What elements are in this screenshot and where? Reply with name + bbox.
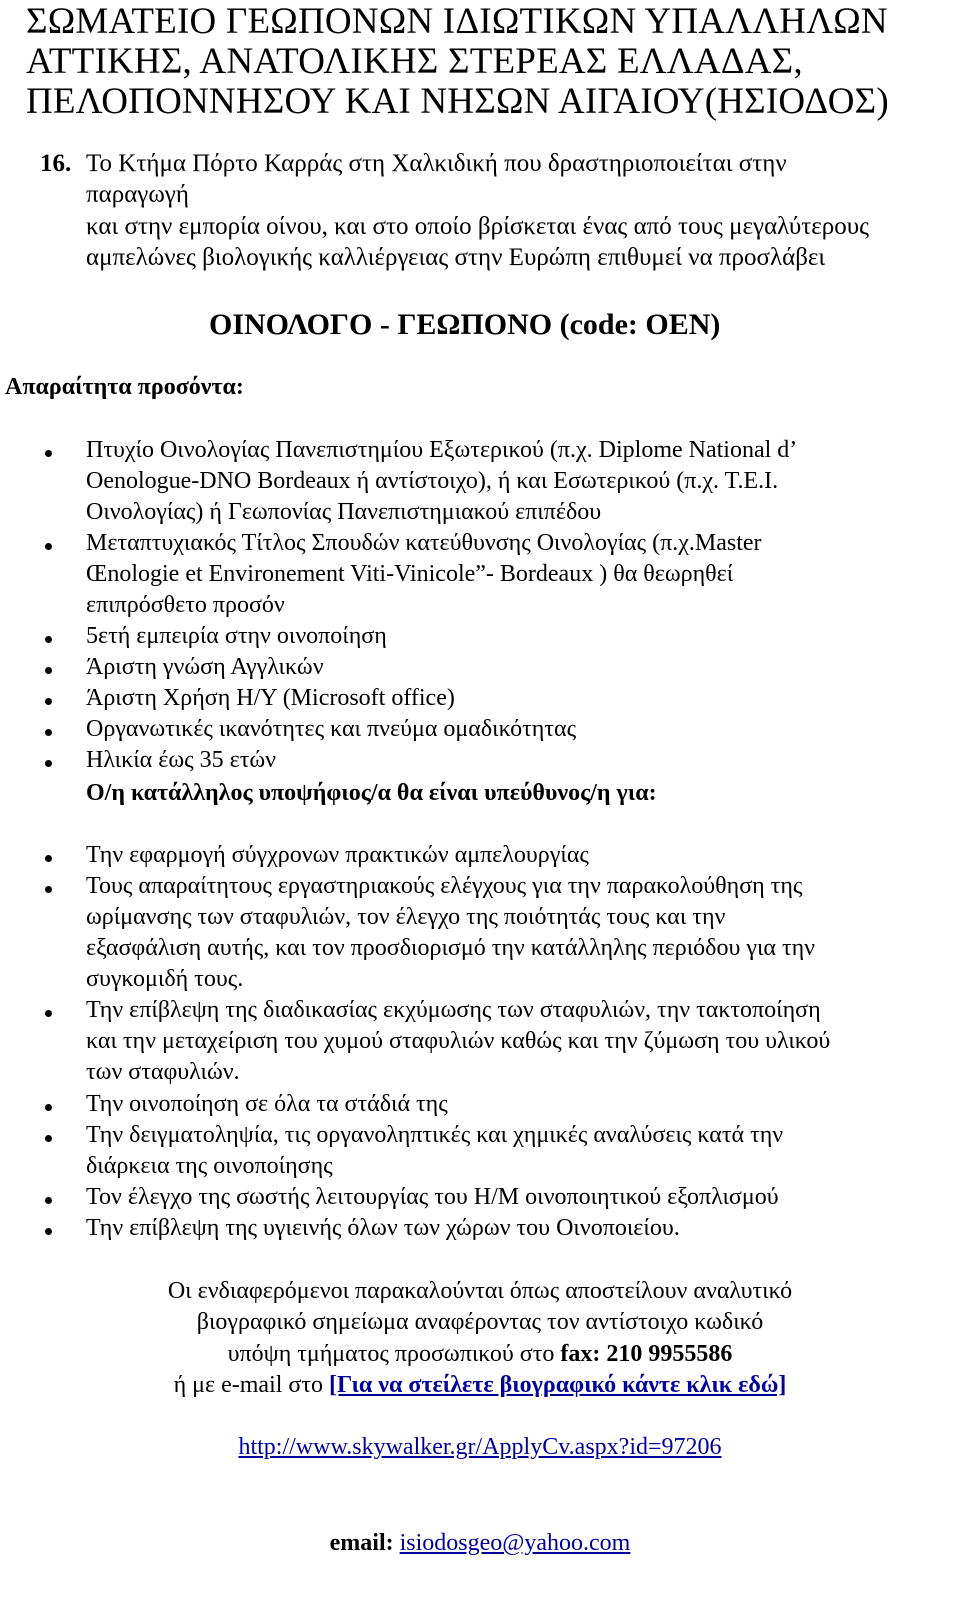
header-line-1: ΣΩΜΑΤΕΙΟ ΓΕΩΠΟΝΩΝ ΙΔΙΩΤΙΚΩΝ ΥΠΑΛΛΗΛΩΝ — [26, 1, 888, 42]
list-item: και την μεταχείριση του χυμού σταφυλιών καθώς και την ζύμωση του υλικού — [86, 1028, 831, 1054]
job-title: ΟΙΝΟΛΟΓΟ - ΓΕΩΠΟΝΟ (code: OEN) — [209, 308, 721, 341]
footer-email-row — [0, 1530, 960, 1557]
list-item: Ηλικία έως 35 ετών — [86, 747, 277, 773]
bullet-icon — [45, 1010, 52, 1017]
closing-line-1: Οι ενδιαφερόμενοι παρακαλούνται όπως αποστείλουν αναλυτικό — [167, 1278, 793, 1304]
list-item: Την επίβλεψη της διαδικασίας εκχύμωσης των σταφυλιών, την τακτοποίηση — [86, 997, 821, 1023]
bullet-icon — [45, 855, 52, 862]
footer-email-label: email: — [329, 1530, 400, 1556]
fax-number: fax: 210 9955586 — [560, 1341, 733, 1367]
list-item: συγκομιδή τους. — [86, 966, 244, 992]
list-item: Άριστη γνώση Αγγλικών — [86, 654, 324, 680]
list-item: Την δειγματοληψία, τις οργανοληπτικές και χημικές αναλύσεις κατά την — [86, 1122, 784, 1148]
list-item: Μεταπτυχιακός Τίτλος Σπουδών κατεύθυνσης Οινολογίας (π.χ.Master — [86, 530, 762, 556]
bullet-icon — [45, 760, 52, 767]
header-line-2: ΑΤΤΙΚΗΣ, ΑΝΑΤΟΛΙΚΗΣ ΣΤΕΡΕΑΣ ΕΛΛΑΔΑΣ, — [26, 41, 803, 82]
closing-line-4 — [0, 1372, 960, 1399]
list-item: Την εφαρμογή σύγχρονων πρακτικών αμπελουργίας — [86, 842, 589, 868]
bullet-icon — [45, 636, 52, 643]
bullet-icon — [45, 450, 52, 457]
bullet-icon — [45, 698, 52, 705]
list-item: επιπρόσθετο προσόν — [86, 592, 285, 618]
ad-number: 16. — [40, 150, 72, 177]
bullet-icon — [45, 1197, 52, 1204]
list-item: Πτυχίο Οινολογίας Πανεπιστημίου Εξωτερικού (π.χ. Diplome National d’ — [86, 437, 798, 463]
list-item: Oenologue-DNO Bordeaux ή αντίστοιχο), ή και Εσωτερικού (π.χ. Τ.Ε.Ι. — [86, 468, 779, 494]
list-item: Τον έλεγχο της σωστής λειτουργίας του Η/Μ οινοποιητικού εξοπλισμού — [86, 1184, 779, 1210]
apply-url-row — [0, 1434, 960, 1461]
bullet-icon — [45, 667, 52, 674]
list-item: Την οινοποίηση σε όλα τα στάδιά της — [86, 1091, 448, 1117]
requirements-heading: Απαραίτητα προσόντα: — [5, 374, 244, 400]
list-item: Οργανωτικές ικανότητες και πνεύμα ομαδικότητας — [86, 716, 577, 742]
closing-line-2: βιογραφικό σημείωμα αναφέροντας τον αντίστοιχο κωδικό — [196, 1309, 764, 1335]
bullet-icon — [45, 1135, 52, 1142]
footer-email-link[interactable]: isiodosgeo@yahoo.com — [399, 1530, 631, 1556]
list-item: Œnologie et Environement Viti-Vinicole”- Bordeaux ) θα θεωρηθεί — [86, 561, 734, 587]
closing-line-3 — [0, 1341, 960, 1368]
intro-line: και στην εμπορία οίνου, και στο οποίο βρίσκεται ένας από τους μεγαλύτερους — [86, 213, 870, 240]
intro-line: παραγωγή — [86, 181, 189, 208]
fax-prefix: υπόψη τμήματος προσωπικού στο — [227, 1341, 561, 1367]
intro-line: αμπελώνες βιολογικής καλλιέργειας στην Ευρώπη επιθυμεί να προσλάβει — [86, 244, 826, 271]
bullet-icon — [45, 1104, 52, 1111]
bullet-icon — [45, 729, 52, 736]
list-item: εξασφάλιση αυτής, και τον προσδιορισμό την κατάλληλης περιόδου για την — [86, 935, 816, 961]
header-line-3: ΠΕΛΟΠΟΝΝΗΣΟΥ ΚΑΙ ΝΗΣΩΝ ΑΙΓΑΙΟΥ(ΗΣΙΟΔΟΣ) — [26, 81, 889, 122]
email-prefix: ή με e-mail στο — [173, 1372, 330, 1398]
bullet-icon — [45, 1228, 52, 1235]
send-cv-link[interactable]: [Για να στείλετε βιογραφικό κάντε κλικ εδώ] — [329, 1372, 787, 1398]
intro-line: Το Κτήμα Πόρτο Καρράς στη Χαλκιδική που δραστηριοποιείται στην — [86, 150, 787, 177]
duties-heading: Ο/η κατάλληλος υποψήφιος/α θα είναι υπεύθυνος/η για: — [86, 780, 657, 806]
list-item: Άριστη Χρήση Η/Υ (Microsoft office) — [86, 685, 455, 711]
list-item: ωρίμανσης των σταφυλιών, τον έλεγχο της ποιότητάς τους και την — [86, 904, 726, 930]
list-item: 5ετή εμπειρία στην οινοποίηση — [86, 623, 387, 649]
list-item: Οινολογίας) ή Γεωπονίας Πανεπιστημιακού επιπέδου — [86, 499, 602, 525]
list-item: διάρκεια της οινοποίησης — [86, 1153, 333, 1179]
bullet-icon — [45, 886, 52, 893]
list-item: Τους απαραίτητους εργαστηριακούς ελέγχους για την παρακολούθηση της — [86, 873, 803, 899]
list-item: Την επίβλεψη της υγιεινής όλων των χώρων του Οινοποιείου. — [86, 1215, 680, 1241]
apply-url-link[interactable]: http://www.skywalker.gr/ApplyCv.aspx?id=97206 — [238, 1434, 722, 1460]
list-item: των σταφυλιών. — [86, 1059, 240, 1085]
bullet-icon — [45, 543, 52, 550]
